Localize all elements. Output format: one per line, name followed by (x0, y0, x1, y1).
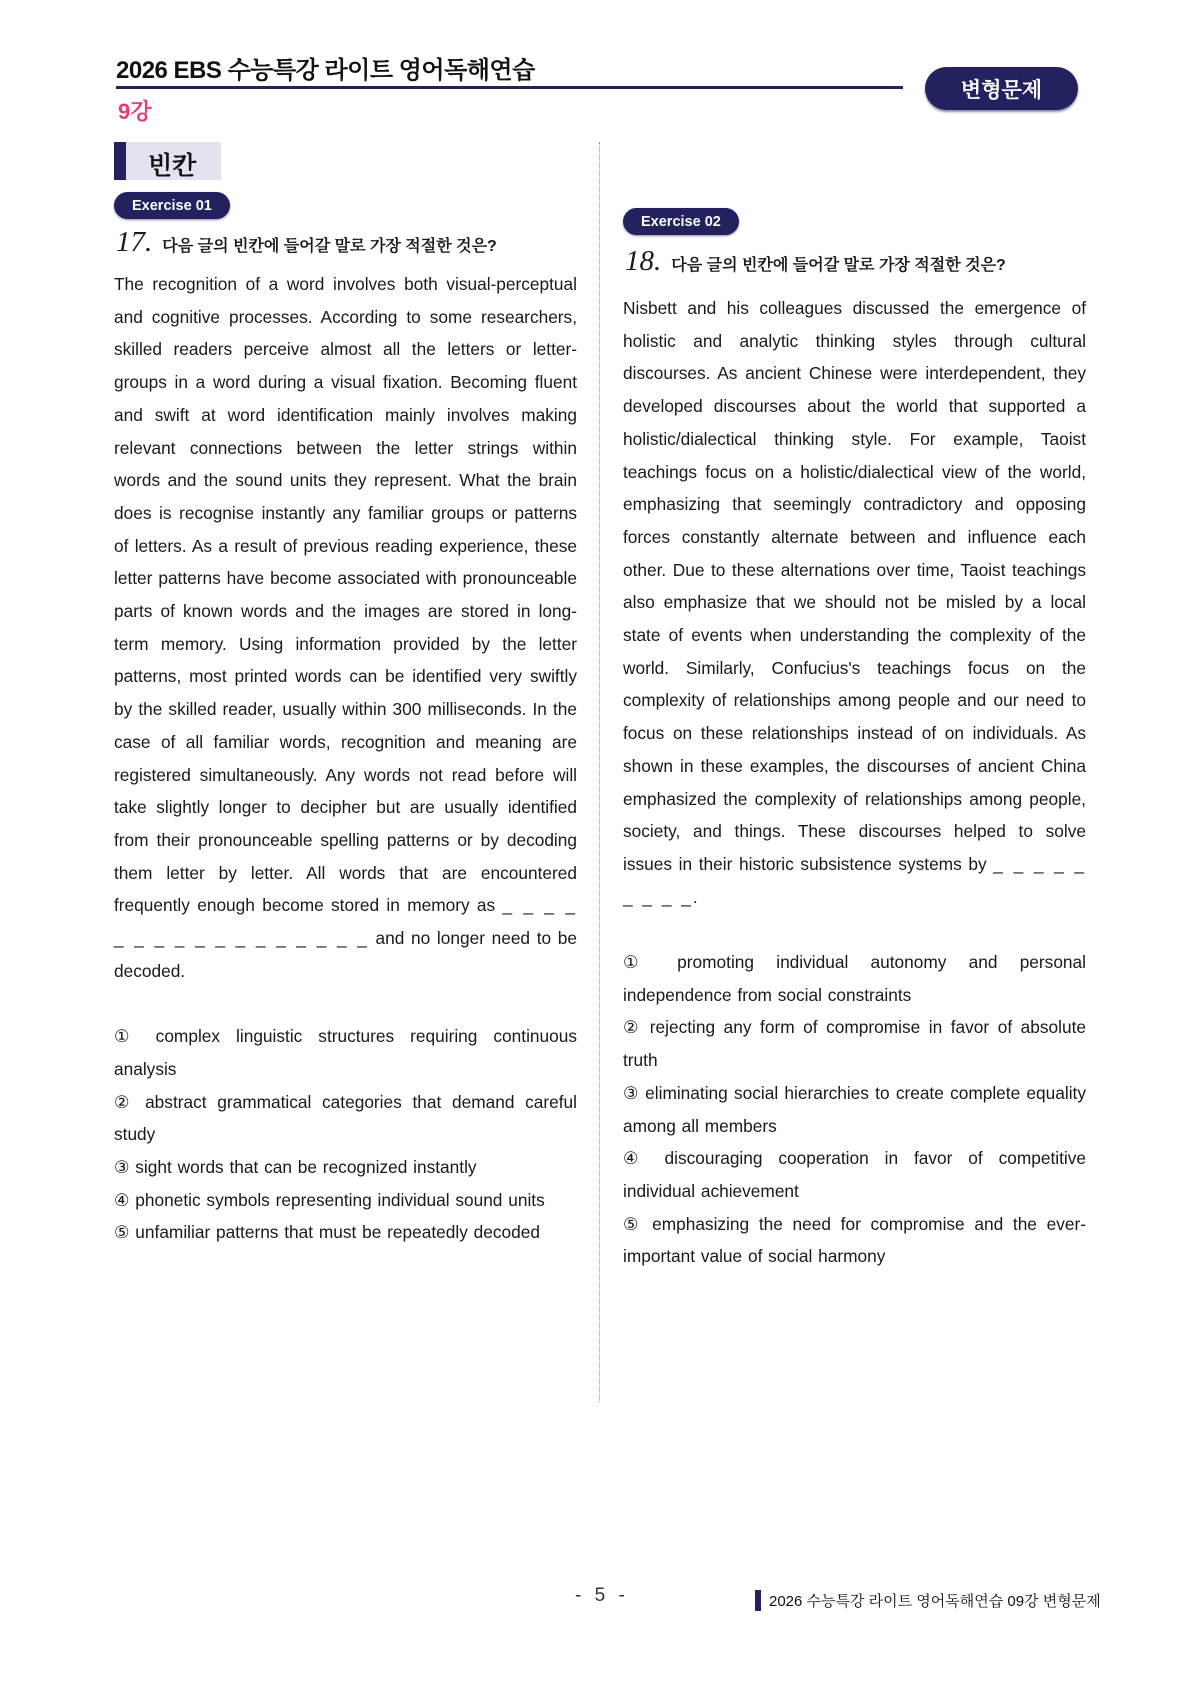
document-title: 2026 EBS 수능특강 라이트 영어독해연습 (116, 57, 535, 84)
exercise-01-body (114, 268, 577, 1249)
section-title: 빈칸 (148, 152, 197, 180)
question-prompt: 다음 글의 빈칸에 들어갈 말로 가장 적절한 것은? (162, 238, 497, 255)
title-rule (116, 86, 903, 89)
passage (623, 292, 1086, 913)
answer-blank: _ _ _ _ _ _ _ _ _ (623, 853, 1086, 907)
choice-2: ② rejecting any form of compromise in favor of absolute truth (623, 1017, 1086, 1071)
lesson-label: 9강 (118, 99, 152, 124)
column-divider (599, 142, 600, 1402)
answer-blank: _ _ _ _ _ _ _ _ _ _ _ _ _ _ _ _ _ (114, 895, 577, 949)
choice-5: ⑤ unfamiliar patterns that must be repeatedly decoded (114, 1222, 540, 1243)
variant-badge: 변형문제 (925, 67, 1078, 110)
choice-5: ⑤ emphasizing the need for compromise and the ever-important value of social harmony (623, 1213, 1086, 1267)
choice-1: ① complex linguistic structures requiring continuous analysis (114, 1026, 577, 1079)
choice-3: ③ eliminating social hierarchies to create complete equality among all members (623, 1082, 1086, 1136)
choice-2: ② abstract grammatical categories that demand careful study (114, 1091, 577, 1145)
passage-text-end: . (692, 886, 698, 907)
question-number: 17. (116, 226, 153, 258)
footer-text: 2026 수능특강 라이트 영어독해연습 09강 변형문제 (769, 1593, 1101, 1610)
exercise-02-body (623, 292, 1086, 1273)
exercise-01-label: Exercise 01 (114, 192, 230, 219)
choice-4: ④ discouraging cooperation in favor of competitive individual achievement (623, 1148, 1086, 1201)
footer (755, 1590, 1101, 1611)
passage-text: Nisbett and his colleagues discussed the emergence of holistic and analytic thinking styles through cultural discourses. As ancient Chinese were interdependent, they developed discourses about the world that supported a holistic/dialectical thinking style. For example, Taoist teachings focus on a holistic/dialectical view of the world, emphasizing that seemingly contradictory and opposing forces constantly alternate between and influence each other. Due to these alternations over time, Taoist teachings also emphasize that we should not be misled by a local state of events when understanding the complexity of the world. Similarly, Confucius's teachings focus on the complexity of relationships among people and our need to focus on these relationships instead of on individuals. As shown in these examples, the discourses of ancient China emphasized the complexity of relationships among people, society, and things. These discourses helped to solve issues in their historic subsistence systems by (623, 298, 1086, 874)
question-number: 18. (625, 245, 662, 277)
passage-text: The recognition of a word involves both visual-perceptual and cognitive processes. According to some researchers, skilled readers perceive almost all the letters or letter-groups in a word during a visual fixation. Becoming fluent and swift at word identification mainly involves making relevant connections between the letter strings within words and the sound units they represent. What the brain does is recognise instantly any familiar groups or patterns of letters. As a result of previous reading experience, these letter patterns have become associated with pronounceable parts of known words and the images are stored in long-term memory. Using information provided by the letter patterns, most printed words can be identified very swiftly by the skilled reader, usually within 300 milliseconds. In the case of all familiar words, recognition and meaning are registered simultaneously. Any words not read before will take slightly longer to decipher but are usually identified from their pronounceable spelling patterns or by decoding them letter by letter. All words that are encountered frequently enough become stored in memory as (114, 274, 577, 916)
passage-text-end: and no longer need to be decoded. (114, 928, 577, 981)
exercise-02-label: Exercise 02 (623, 208, 739, 235)
choice-4: ④ phonetic symbols representing individual sound units (114, 1189, 545, 1210)
choice-3: ③ sight words that can be recognized instantly (114, 1156, 477, 1177)
question-17-header (116, 226, 497, 259)
choice-1: ① promoting individual autonomy and personal independence from social constraints (623, 952, 1086, 1005)
footer-bar (755, 1590, 761, 1611)
section-heading (114, 142, 221, 180)
question-prompt: 다음 글의 빈칸에 들어갈 말로 가장 적절한 것은? (671, 257, 1006, 274)
page-number: - 5 - (575, 1585, 629, 1606)
question-18-header (625, 245, 1006, 278)
section-bar (114, 142, 126, 180)
passage (114, 268, 577, 987)
